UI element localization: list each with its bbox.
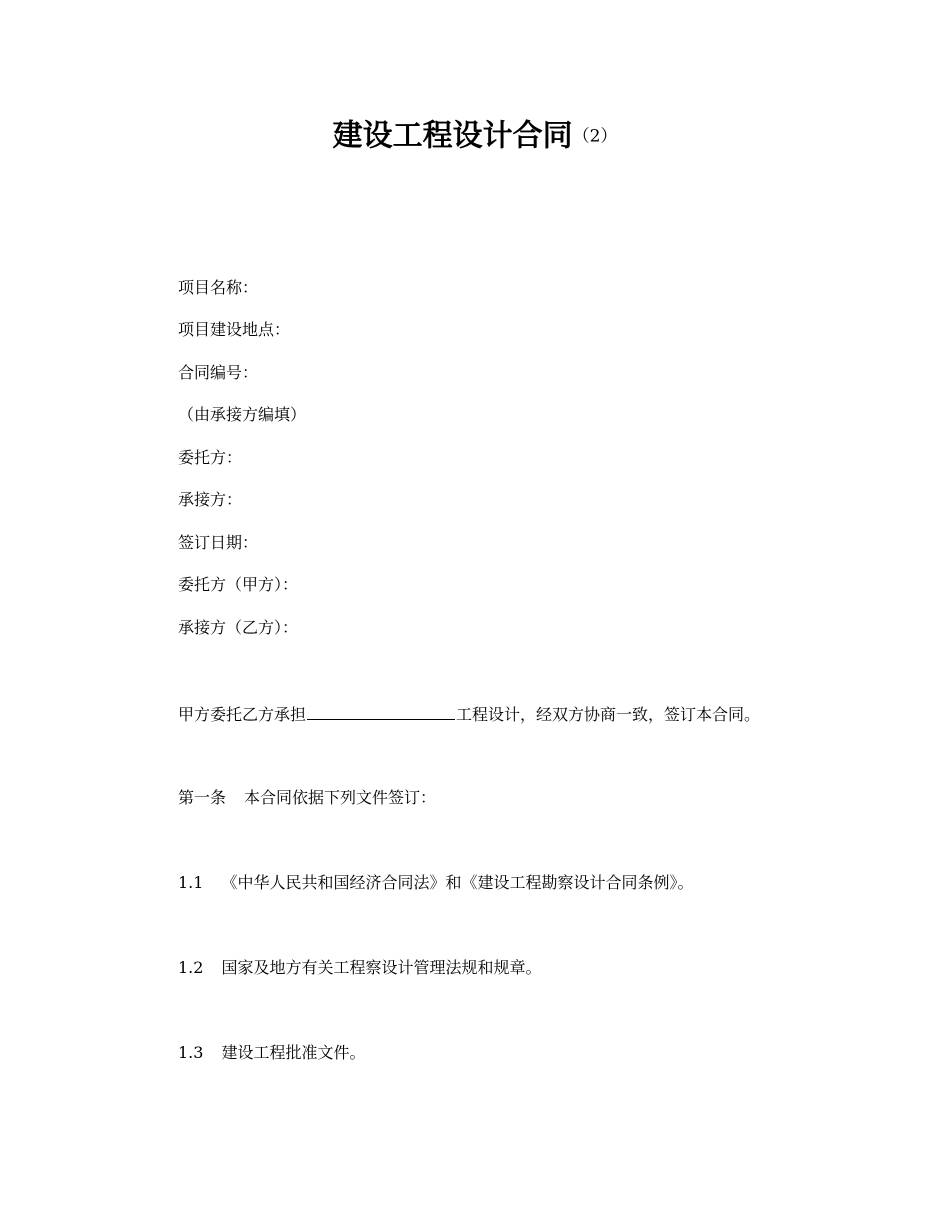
title-main-text: 建设工程设计合同: [332, 118, 573, 154]
article-1-heading: [178, 787, 436, 809]
field-party-b: 承接方（乙方）：: [178, 618, 299, 637]
clause-1-3: [178, 1042, 365, 1064]
field-contractor: 承接方：: [178, 490, 243, 509]
clause-text: 《中华人民共和国经济合同法》和《建设工程勘察设计合同条例》。: [221, 873, 694, 892]
clause-text: 国家及地方有关工程察设计管理法规和规章。: [221, 958, 542, 977]
article-1-number: 第一条: [178, 788, 227, 807]
clause-number: 1.2: [178, 958, 204, 977]
field-signing-date: 签订日期：: [178, 533, 259, 552]
field-project-name: 项目名称：: [178, 278, 259, 297]
document-title: [0, 112, 950, 161]
clause-1-1: [178, 872, 693, 894]
project-name-blank: [307, 703, 455, 720]
preamble-paragraph: [178, 703, 760, 726]
field-project-location: 项目建设地点：: [178, 320, 291, 339]
clause-number: 1.3: [178, 1043, 204, 1062]
clause-number: 1.1: [178, 873, 204, 892]
clause-1-2: [178, 957, 541, 979]
field-party-a: 委托方（甲方）：: [178, 575, 299, 594]
field-contract-number-note: （由承接方编填）: [178, 405, 307, 424]
title-suffix-text: （2）: [572, 126, 618, 147]
preamble-before-blank: 甲方委托乙方承担: [178, 705, 307, 724]
field-client: 委托方：: [178, 448, 243, 467]
field-contract-number: 合同编号：: [178, 363, 259, 382]
article-1-heading-text: 本合同依据下列文件签订：: [244, 788, 437, 807]
preamble-after-blank: 工程设计，经双方协商一致，签订本合同。: [456, 705, 761, 724]
clause-text: 建设工程批准文件。: [221, 1043, 366, 1062]
